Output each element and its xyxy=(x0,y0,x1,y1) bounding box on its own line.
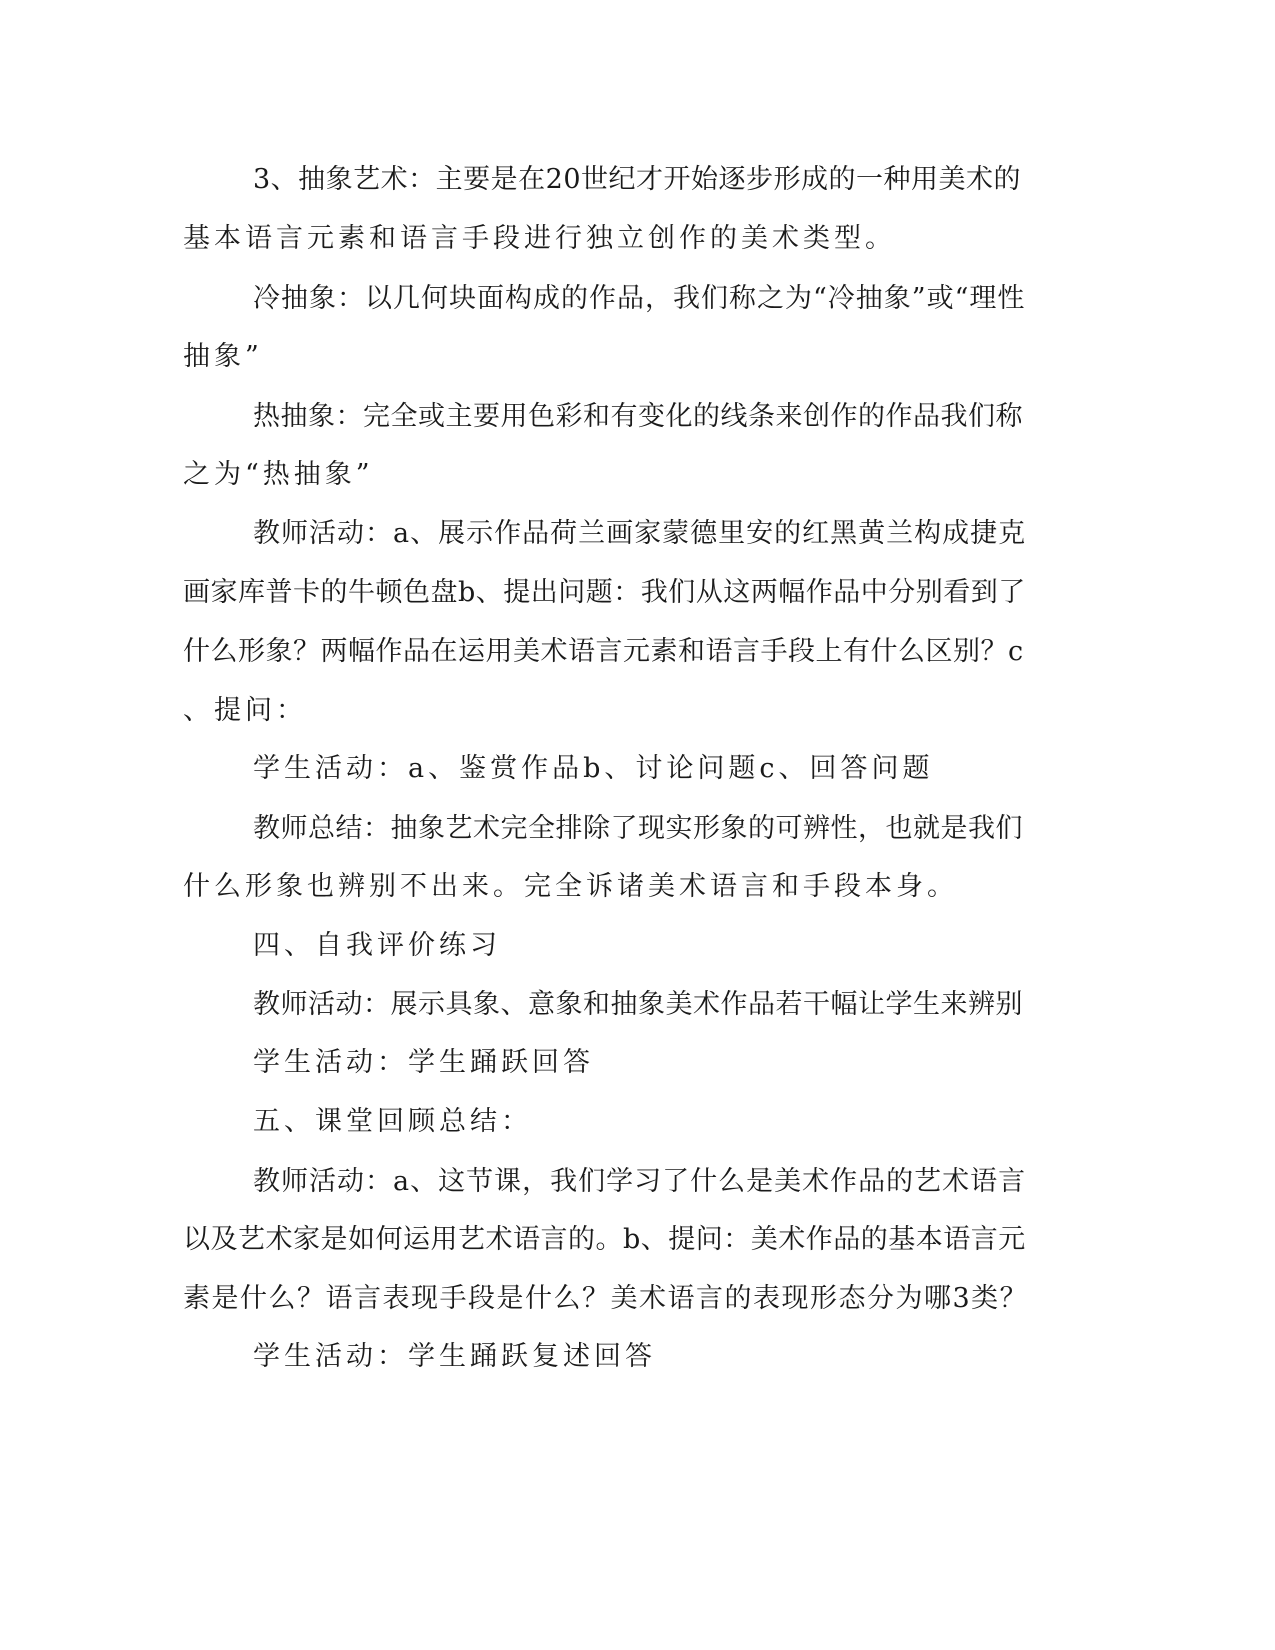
text-line: 教师活动：展示具象、意象和抽象美术作品若干幅让学生来辨别 xyxy=(253,989,1023,1020)
text-line: 基本语言元素和语言手段进行独立创作的美术类型。 xyxy=(183,223,896,254)
text-line: 学生活动：学生踊跃复述回答 xyxy=(253,1341,656,1372)
text-line: 教师活动：a、这节课，我们学习了什么是美术作品的艺术语言 xyxy=(253,1166,1027,1197)
text-line: 教师活动：a、展示作品荷兰画家蒙德里安的红黑黄兰构成捷克 xyxy=(253,518,1027,549)
section-heading: 四、自我评价练习 xyxy=(253,930,501,961)
text-line: 教师总结：抽象艺术完全排除了现实形象的可辨性，也就是我们 xyxy=(253,813,1023,844)
text-line: 、提问： xyxy=(183,695,307,726)
text-line: 抽象” xyxy=(183,341,263,372)
text-line: 学生活动：学生踊跃回答 xyxy=(253,1047,594,1078)
text-line: 冷抽象：以几何块面构成的作品，我们称之为“冷抽象”或“理性 xyxy=(253,283,1026,314)
text-line: 热抽象：完全或主要用色彩和有变化的线条来创作的作品我们称 xyxy=(253,401,1023,432)
text-line: 素是什么？语言表现手段是什么？美术语言的表现形态分为哪3类？ xyxy=(183,1283,1029,1314)
text-line: 学生活动：a、鉴赏作品b、讨论问题c、回答问题 xyxy=(253,753,934,784)
text-line: 什么形象也辨别不出来。完全诉诸美术语言和手段本身。 xyxy=(183,871,958,902)
text-line: 3、抽象艺术：主要是在20世纪才开始逐步形成的一种用美术的 xyxy=(253,164,1022,195)
text-line: 画家库普卡的牛顿色盘b、提出问题：我们从这两幅作品中分别看到了 xyxy=(183,577,1026,608)
text-line: 之为“热抽象” xyxy=(183,459,374,490)
section-heading: 五、课堂回顾总结： xyxy=(253,1106,532,1137)
text-line: 以及艺术家是如何运用艺术语言的。b、提问：美术作品的基本语言元 xyxy=(183,1224,1026,1255)
text-line: 什么形象？两幅作品在运用美术语言元素和语言手段上有什么区别？c xyxy=(183,636,1024,667)
